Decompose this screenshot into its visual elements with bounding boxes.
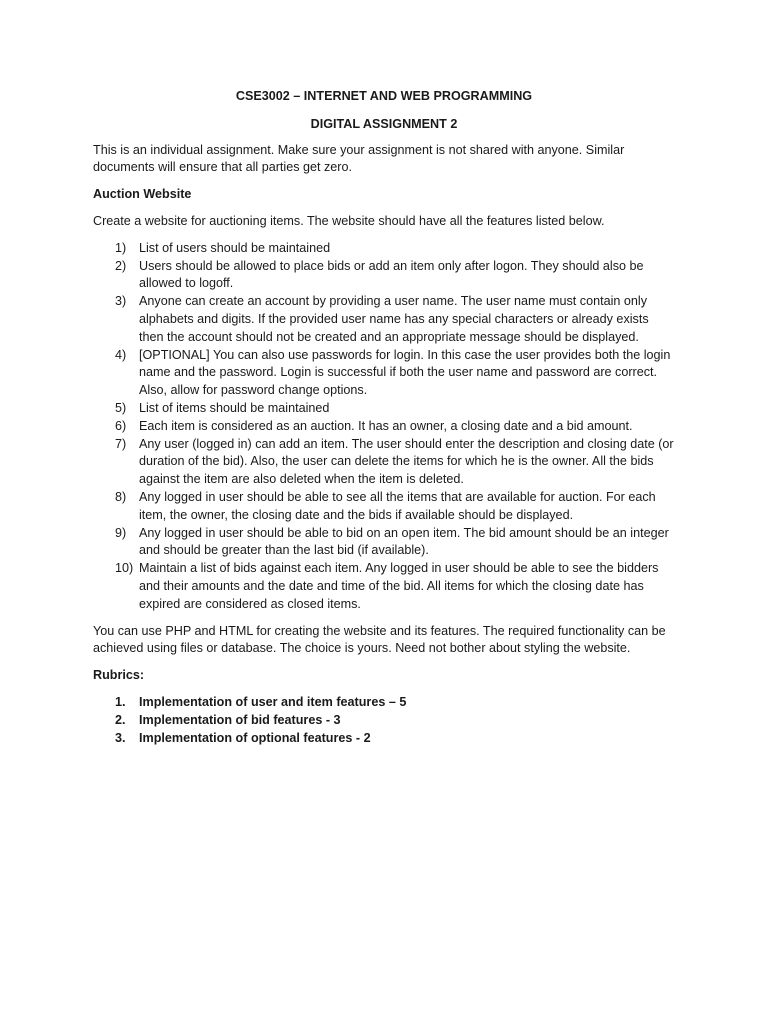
lead-paragraph: Create a website for auctioning items. The website should have all the features listed below.: [93, 213, 605, 228]
list-item: [93, 489, 675, 525]
list-item-number: 1): [115, 240, 127, 255]
list-item: [93, 347, 675, 400]
list-item-number: 3): [115, 294, 127, 309]
list-item-number: 4): [115, 347, 127, 362]
list-item-text: Maintain a list of bids against each item. Any logged in user should be able to see the bidders and their amounts and the date and time of the bid. All items for which the closing date has expired are considered as closed items.: [139, 561, 659, 611]
document-title: CSE3002 – INTERNET AND WEB PROGRAMMING: [235, 89, 533, 103]
list-item: [93, 240, 675, 258]
list-item: [93, 258, 675, 294]
list-item-text: Any user (logged in) can add an item. The user should enter the description and closing date (or duration of the bid). Also, the user can delete the items for which he is the owner. All the bids against the item are also deleted when the item is deleted.: [139, 436, 674, 487]
list-item: [93, 418, 675, 436]
rubric-text: Implementation of bid features - 3: [139, 712, 341, 727]
list-item-text: Anyone can create an account by providing a user name. The user name must contain only alphabets and digits. If the provided user name has any special characters or already exists then the account should not be created and an appropriate message should be displayed.: [139, 294, 649, 344]
list-item-number: 2): [115, 258, 127, 273]
closing-paragraph: You can use PHP and HTML for creating the website and its features. The required functionality can be achieved using files or database. The choice is yours. Need not bother about styling the website.: [93, 623, 666, 656]
rubric-number: 2.: [115, 712, 126, 727]
list-item-text: List of items should be maintained: [139, 400, 330, 415]
list-item-text: Any logged in user should be able to bid on an open item. The bid amount should be an integer and should be greater than the last bid (if available).: [139, 525, 669, 558]
list-item-text: Each item is considered as an auction. It has an owner, a closing date and a bid amount.: [139, 418, 633, 433]
rubric-item: [93, 730, 675, 748]
feature-list: [93, 240, 675, 614]
rubric-number: 3.: [115, 730, 126, 745]
rubric-item: [93, 712, 675, 730]
list-item-number: 6): [115, 418, 127, 433]
list-item: [93, 525, 675, 561]
list-item-number: 7): [115, 436, 127, 451]
list-item: [93, 436, 675, 489]
list-item-number: 8): [115, 489, 127, 504]
list-item-text: Any logged in user should be able to see all the items that are available for auction. For each item, the owner, the closing date and the bids if available should be displayed.: [139, 489, 656, 522]
list-item-number: 10): [115, 561, 134, 576]
document-subtitle: DIGITAL ASSIGNMENT 2: [310, 116, 458, 131]
list-item: [93, 560, 675, 613]
list-item-text: List of users should be maintained: [139, 240, 331, 255]
list-item: [93, 400, 675, 418]
list-item-text: [OPTIONAL] You can also use passwords for login. In this case the user provides both the login name and the password. Login is successful if both the user name and password are correct. Also, allow for password change options.: [139, 347, 671, 398]
rubric-text: Implementation of user and item features – 5: [139, 694, 407, 709]
section-heading: Auction Website: [93, 187, 192, 202]
rubric-number: 1.: [115, 694, 126, 709]
rubrics-heading: Rubrics:: [93, 668, 145, 683]
rubrics-list: [93, 694, 675, 747]
rubric-text: Implementation of optional features - 2: [139, 730, 371, 745]
list-item-number: 9): [115, 525, 127, 540]
list-item-number: 5): [115, 400, 127, 415]
list-item: [93, 293, 675, 346]
intro-paragraph: This is an individual assignment. Make sure your assignment is not shared with anyone. Similar documents will ensure that all parties get zero.: [93, 142, 625, 175]
rubric-item: [93, 694, 675, 712]
list-item-text: Users should be allowed to place bids or add an item only after logon. They should also be allowed to logoff.: [139, 258, 644, 291]
